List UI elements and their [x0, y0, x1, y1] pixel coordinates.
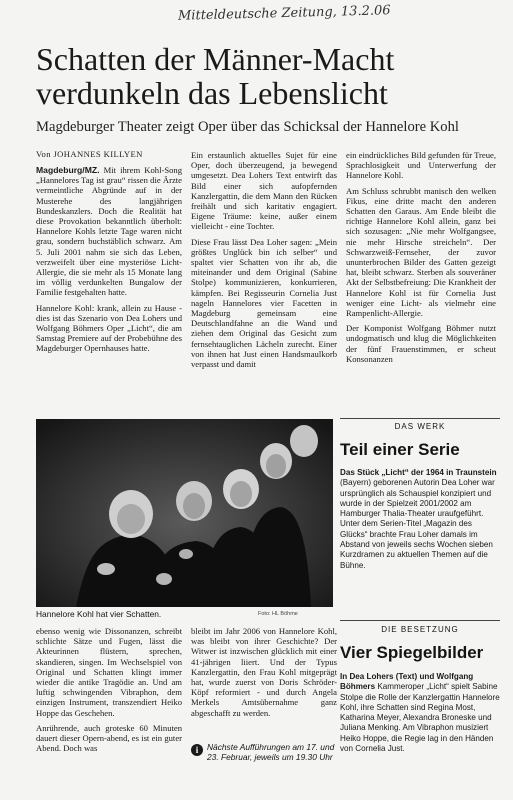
- sidebar-besetzung-text: [340, 672, 500, 754]
- divider: [340, 620, 500, 621]
- sidebar-besetzung-title: Vier Spiegelbilder: [340, 643, 484, 662]
- paragraph-text: ebenso wenig wie Dissonanzen, schreibt schlichte Sätze und Fugen, lässt die Akteurinnen flüstern, sprechen, skandieren, singen. Im Wechselspiel von Original und Schatten klingt immer wieder die antike Tragödie an. Und am luftig schwingenden Vibraphon, dem einzigen Instrument, transzendiert Heiko Hoppe das Geschehen.: [36, 626, 182, 718]
- divider: [340, 418, 500, 419]
- article-paragraph: [191, 237, 337, 370]
- paragraph-text: Hannelore Kohl: krank, allein zu Hause - dies ist das Szenario von Dea Lohers und Wolfgang Böhmers Oper „Licht“, die am Samstag Premiere auf der Probebühne des Magdeburger Opernhauses hatte.: [36, 302, 182, 354]
- sidebar-werk-label: DAS WERK: [394, 422, 446, 431]
- photo-caption: Hannelore Kohl hat vier Schatten.: [36, 609, 162, 619]
- article-column-1: [36, 165, 182, 359]
- paragraph-text: ein eindrückliches Bild gefunden für Treue, Sprachlosigkeit und Unterwerfung der Hannelore Kohl.: [346, 150, 496, 181]
- paragraph-text: Der Komponist Wolfgang Böhmer nutzt undogmatisch und klug die Möglichkeiten der fünf Frauenstimmen, er scheut Konsonanzen: [346, 323, 496, 364]
- sidebar-werk-body: (Bayern) geborenen Autorin Dea Loher war ursprünglich als Schauspiel konzipiert und wurde in der Spielzeit 2001/2002 am Hamburger Thalia-Theater uraufgeführt. Unter dem Serien-Titel „Magazin des Glücks“ brachte Frau Loher damals im Abstand von jeweils sechs Wochen sieben Kurzdramen zu aktuellen Themen auf die Bühne.: [340, 478, 495, 570]
- article-paragraph: [36, 303, 182, 354]
- performance-note: Nächste Aufführungen am 17. und 23. Februar, jeweils um 19.30 Uhr: [207, 742, 335, 762]
- paragraph-text: Mit ihrem Kohl-Song „Hannelores Tag ist grau“ rissen die Ärzte vermeintliche Abgründe auf in der Musterehe des langjährigen Bundeskanzlers. Doch die Realität hat diese Provokation bekanntlich überholt: Hannelore Kohls letzte Tage waren nicht grau, sondern buchstäblich schwarz. Am 5. Juli 2001 nahm sie sich das Leben, verzweifelt über eine mysteriöse Licht-Allergie, die sie mehr als 15 Monate lang im völlig verdunkelten Bungalow der Familie festgehalten hatte.: [36, 165, 182, 298]
- sidebar-besetzung-lead: In Dea Lohers (Text) und Wolfgang Böhmers: [340, 672, 474, 692]
- headline: Schatten der Männer-Macht verdunkeln das Lebenslicht: [36, 41, 395, 111]
- byline: Von JOHANNES KILLYEN: [36, 149, 143, 159]
- article-paragraph: [36, 165, 182, 298]
- article-column-5: [191, 626, 337, 723]
- paragraph-text: Am Schluss schrubbt manisch den welken Fikus, eine dritte macht den anderen Schatten den Garaus. Am Ende bleibt die richtige Hannelore Kohl allein, ganz bei sich sozusagen: „Nie mehr Wolfgangsee, nie mehr Hirsche streicheln“. Der Schwarzweiß-Fernseher, der zuvor ununterbrochen Bilder des Gatten gezeigt hat, bleibt schwarz. Sterben als souveräner Akt der Selbstbefreiung: Die Krankheit der Hannelore Kohl ist für Cornelia Just weniger eine Licht- als vielmehr eine Rampenlicht-Allergie.: [346, 185, 496, 319]
- article-paragraph: [36, 723, 182, 754]
- info-icon: i: [191, 744, 203, 756]
- article-column-2: [191, 150, 337, 374]
- article-column-4: [36, 626, 182, 758]
- paragraph-text: bleibt im Jahr 2006 von Hannelore Kohl, was bleibt von ihrer Geschichte? Der Witwer ist inzwischen glücklich mit einer 41-jährigen liiert. Und der Typus Kanzlergattin, den Frau Kohl mitgeprägt hat, wurde zuerst von Doris Schröder-Köpf reformiert - und durch Angela Merkels Amtsübernahme ganz abgeschafft zu werden.: [191, 626, 337, 718]
- sidebar-besetzung-body: Kammeroper „Licht“ spielt Sabine Stolpe die Rolle der Kanzlergattin Hannelore Kohl, ihre Schatten sind Regina Most, Katharina Meyer, Alexandra Broneske und Juliana Menking. Am Vibraphon musiziert Heiko Hoppe, die Regie lag in den Händen von Cornelia Just.: [340, 682, 500, 754]
- sidebar-werk-text: [340, 468, 500, 571]
- article-paragraph: [191, 150, 337, 232]
- sidebar-besetzung-label: DIE BESETZUNG: [381, 625, 459, 634]
- article-column-3: [346, 150, 496, 369]
- article-paragraph: [36, 626, 182, 718]
- article-paragraph: [346, 323, 496, 364]
- handwritten-note: Mitteldeutsche Zeitung, 13.2.06: [177, 3, 391, 24]
- subheadline: Magdeburger Theater zeigt Oper über das Schicksal der Hannelore Kohl: [36, 119, 459, 135]
- stage-photo-image: [36, 419, 333, 607]
- article-paragraph: [346, 186, 496, 319]
- paragraph-text: Anrührende, auch groteske 60 Minuten dauert dieser Opern-abend, es ist ein guter Abend. Doch was: [36, 722, 182, 754]
- sidebar-werk-title: Teil einer Serie: [340, 440, 460, 459]
- dateline: Magdeburg/MZ.: [36, 165, 100, 175]
- paragraph-text: Ein erstaunlich aktuelles Sujet für eine Oper, doch überzeugend, ja bewegend umgesetzt. Dea Lohers Text entwirft das Bild einer sich aufopfernden Kanzlergattin, die dem Mann den Rücken freihält und sich karitativ engagiert. Eigene Träume: keine, außer einem vielleicht - eine Tochter.: [191, 150, 337, 232]
- sidebar-werk-lead: Das Stück „Licht“ der 1964 in Traunstein: [340, 468, 497, 477]
- article-paragraph: [346, 150, 496, 181]
- photo-credit: Foto: HL Böhme: [258, 611, 298, 617]
- paragraph-text: Diese Frau lässt Dea Loher sagen: „Mein größtes Unglück bin ich selber“ und spaltet vier Schatten von ihr ab, die miteinander und dem Original (Sabine Stolpe) kommunizieren, konkurrieren, kämpfen. Bei Regisseurin Cornelia Just nageln Hannelores vier Facetten in Magdeburg gemeinsam eine Deutschlandfahne an die Wand und ziehen dem Original das Gesicht zum fernsehtauglichen Lächeln zurecht. Einer von ihnen hat Just einen Handsmaulkorb verpasst und damit: [191, 236, 337, 370]
- stage-photo: [36, 419, 333, 607]
- article-paragraph: [191, 626, 337, 718]
